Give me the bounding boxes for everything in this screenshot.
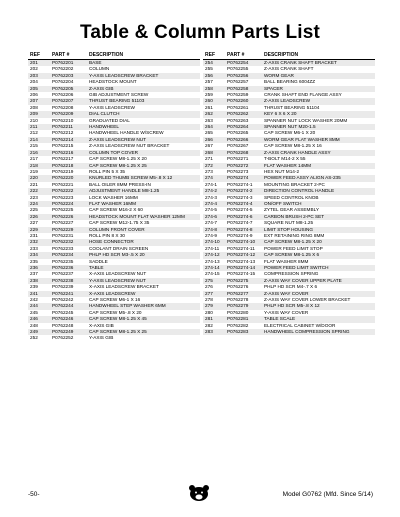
description-cell: TABLE SCALE [262,316,375,322]
ref-cell: 231 [30,232,38,238]
ref-cell: 274-13 [205,258,220,264]
ref-cell: 226 [28,214,50,220]
description-cell: COLUMN [89,66,110,72]
description-cell: ROLL PIN 8 X 30 [89,232,126,238]
ref-cell: 274-4 [203,201,225,207]
description-cell: Z-AXIS CRANK HANDLE ASSY [262,150,375,156]
ref-cell: 274-14 [203,265,225,271]
description-cell: Z-AXIS LEADSCREW NUT BRACKET [89,143,170,149]
description-cell: CAP SCREW M12-1.75 X 35 [89,220,150,226]
description-cell: Z-AXIS WAY COVER [262,291,375,297]
description-cell: LIMIT STOP HOUSING [262,227,375,233]
ref-cell: 242 [30,297,38,303]
ref-cell: 268 [203,150,225,156]
description-cell: X-AXIS LEADSCREW NUT [89,271,147,277]
ref-cell: 220 [28,175,50,181]
part-number-cell: P0762255 [227,66,249,72]
description-cell: COMPRESSION SPRING [264,271,319,277]
part-number-cell: P0762225 [52,207,74,213]
part-number-cell: P0762268 [225,150,262,156]
ref-cell: 274-8 [203,227,225,233]
ref-cell: 265 [205,130,213,136]
ref-cell: 252 [30,335,38,341]
part-number-cell: P0762231 [52,232,74,238]
description-cell: TABLE [87,265,200,271]
table-row [28,60,200,67]
description-cell: X-AXIS LEADSCREW [87,291,200,297]
description-cell: KEY 6 X 6 X 20 [262,111,375,117]
ref-cell: 275 [203,278,225,284]
ref-cell: 232 [28,239,50,245]
ref-cell: 256 [203,73,225,79]
ref-cell: 273 [205,168,213,174]
part-number-cell: P0762280 [227,309,249,315]
description-cell: THRUST BEARING 51104 [264,104,320,110]
description-cell: SPANNER NUT LOCK WASHER 20MM [264,117,348,123]
ref-cell: 205 [28,86,50,92]
part-number-cell: P0762217 [52,156,74,162]
description-cell: LOCK WASHER 16MM [89,194,138,200]
ref-cell: 237 [30,271,38,277]
description-cell: CAP SCREW M6-1 X 20 [264,130,316,136]
description-cell: X-AXIS LEADSCREW BRACKET [89,284,159,290]
description-cell: BALL OILER 8MM PRESS-IN [89,181,151,187]
ref-cell: 274-5 [205,207,217,213]
ref-cell: 274-15 [205,271,220,277]
part-number-cell: P0762274-2 [225,188,262,194]
part-number-cell: P0762202 [52,66,74,72]
ref-cell: 274-9 [205,232,217,238]
description-cell: SPEED CONTROL KNOB [264,194,319,200]
description-cell: ADJUSTMENT HANDLE M8-1.25 [87,188,200,194]
part-number-cell: P0762262 [225,111,262,117]
part-number-cell: P0762273 [227,168,249,174]
ref-cell: 257 [205,79,213,85]
part-number-cell: P0762274-9 [227,232,253,238]
ref-cell: 280 [205,309,213,315]
ref-cell: 249 [28,329,50,335]
part-number-cell: P0762246 [50,316,87,322]
part-number-cell: P0762274-12 [225,252,262,258]
ref-cell: 246 [28,316,50,322]
ref-cell: 274 [203,175,225,181]
description-cell: HANDWHEEL COMPRESSION SPRING [262,329,375,335]
description-header: DESCRIPTION [89,52,124,58]
ref-cell: 278 [205,297,213,303]
description-cell: ON/OFF SWITCH [262,201,375,207]
ref-cell: 259 [205,92,213,98]
part-number-cell: P0762265 [227,130,249,136]
part-number-cell: P0762260 [225,98,262,104]
description-cell: HEADSTOCK MOUNT [89,79,137,85]
part-number-cell: P0762220 [50,175,87,181]
description-cell: Z-AXIS GIB [87,86,200,92]
description-cell: CAP SCREW M8-1.25 X 20 [262,239,375,245]
model-footer: Model G0762 (Mfd. Since 5/14) [282,491,373,498]
description-cell: CARBON BRUSH 2-PC SET [262,214,375,220]
part-number-cell: P0762261 [227,104,249,110]
ref-cell: 260 [203,98,225,104]
description-cell: FLAT WASHER 14MM [262,163,375,169]
part-number-cell: P0762237 [52,271,74,277]
ref-cell: 225 [30,207,38,213]
part-number-cell: P0762263 [227,117,249,123]
description-cell: POWER FEED LIMIT SWITCH [262,265,375,271]
ref-cell: 217 [30,156,38,162]
part-number-cell: P0762274-1 [227,181,253,187]
part-number-cell: P0762207 [50,98,87,104]
ref-cell: 274-12 [203,252,225,258]
description-cell: GRADUATED DIAL [89,117,130,123]
ref-cell: 274-6 [203,214,225,220]
description-cell: ELECTRICAL CABINET W/DOOR [264,322,336,328]
description-cell: SQUARE NUT M8-1.25 [264,220,314,226]
part-number-cell: P0762224 [50,201,87,207]
table-header [203,51,375,60]
description-cell: Z-AXIS LEADSCREW [262,98,375,104]
description-cell: POWER FEED LIMIT STOP [264,245,323,251]
description-cell: CAP SCREW M16-2 X 60 [89,207,143,213]
part-number-cell: P0762235 [52,258,74,264]
part-number-cell: P0762256 [225,73,262,79]
part-number-cell: P0762201 [50,60,87,67]
ref-cell: 277 [203,291,225,297]
part-number-cell: P0762236 [50,265,87,271]
part-number-cell: P0762281 [225,316,262,322]
description-cell: Z-AXIS LEADSCREW NUT [87,137,200,143]
part-number-cell: P0762229 [50,227,87,233]
part-number-cell: P0762254 [225,60,262,67]
part-number-cell: P0762276 [227,284,249,290]
description-cell: DIRECTION CONTROL HANDLE [262,188,375,194]
parts-table-right [203,51,375,335]
ref-cell: 261 [205,104,213,110]
part-number-cell: P0762208 [52,104,74,110]
description-cell: EXT RETAINING RING 8MM [264,232,325,238]
description-cell: Z-AXIS WAY COVER UPPER PLATE [262,278,375,284]
part-number-cell: P0762257 [227,79,249,85]
ref-cell: 239 [30,284,38,290]
part-header: PART # [227,52,245,58]
ref-cell: 258 [203,86,225,92]
table-row [203,60,375,67]
ref-cell: 218 [28,163,50,169]
ref-cell: 210 [30,117,38,123]
part-number-cell: P0762264 [225,124,262,130]
part-number-cell: P0762249 [50,329,87,335]
ref-cell: 223 [30,194,38,200]
description-cell: CAP SCREW M8-1.25 X 20 [89,156,147,162]
description-header: DESCRIPTION [264,52,299,58]
ref-cell: 207 [28,98,50,104]
description-cell: POWER FEED ASSY ALIGN AS-235 [262,175,375,181]
description-cell: COLUMN FRONT COVER [87,227,200,233]
part-number-cell: P0762274-8 [225,227,262,233]
part-number-cell: P0762234 [50,252,87,258]
part-number-cell: P0762245 [52,309,74,315]
part-number-cell: P0762205 [50,86,87,92]
page-number: -50- [28,491,40,498]
ref-cell: 204 [30,79,38,85]
ref-cell: 238 [28,278,50,284]
ref-cell: 262 [203,111,225,117]
description-cell: HOSE CONNECTOR [87,239,200,245]
ref-cell: 276 [205,284,213,290]
description-cell: HEX NUT M14-2 [264,168,300,174]
part-number-cell: P0762222 [50,188,87,194]
ref-cell: 282 [205,322,213,328]
part-number-cell: P0762283 [225,329,262,335]
ref-cell: 281 [203,316,225,322]
part-number-cell: P0762209 [50,111,87,117]
part-number-cell: P0762267 [227,143,249,149]
description-cell: SADDLE [89,258,108,264]
ref-cell: 272 [203,163,225,169]
description-cell: T-BOLT M14-2 X 55 [264,156,306,162]
ref-cell: 271 [205,156,213,162]
description-cell: COLUMN TOP COVER [87,150,200,156]
description-cell: GIB ADJUSTMENT SCREW [89,92,149,98]
table-row [203,329,375,335]
ref-cell: 216 [28,150,50,156]
parts-table-left [28,51,200,342]
part-number-cell: P0762274-13 [227,258,256,264]
part-number-cell: P0762244 [50,303,87,309]
ref-cell: 224 [28,201,50,207]
ref-cell: 274-1 [205,181,217,187]
part-number-cell: P0762226 [50,214,87,220]
ref-cell: 236 [28,265,50,271]
description-cell: PHLP HD SCR M5-.8 X 12 [262,303,375,309]
part-number-cell: P0762241 [50,291,87,297]
ref-cell: 241 [28,291,50,297]
table-row [28,335,200,341]
description-cell: BASE [87,60,200,67]
description-cell: FLAT WASHER 8MM [264,258,309,264]
ref-cell: 214 [28,137,50,143]
ref-cell: 274-11 [205,245,220,251]
ref-cell: 201 [28,60,50,67]
part-number-cell: P0762266 [225,137,262,143]
description-cell: HANDWHEEL [87,124,200,130]
ref-cell: 206 [30,92,38,98]
part-number-cell: P0762274-4 [225,201,262,207]
ref-cell: 264 [203,124,225,130]
description-cell: CAP SCREW M6-1 X 16 [89,297,141,303]
table-header [28,51,200,60]
part-number-cell: P0762204 [52,79,74,85]
ref-cell: 219 [30,168,38,174]
ref-cell: 274-7 [205,220,217,226]
description-cell: WORM GEAR FLAT WASHER 8MM [262,137,375,143]
ref-cell: 267 [205,143,213,149]
ref-cell: 222 [28,188,50,194]
description-cell: THRUST BEARING 51103 [87,98,200,104]
ref-cell: 202 [30,66,38,72]
description-cell: WORM GEAR [262,73,375,79]
part-header: PART # [52,52,70,58]
grizzly-bear-logo-icon [188,484,210,502]
part-number-cell: P0762214 [50,137,87,143]
description-cell: ZYTEL GEAR ASSEMBLY [264,207,319,213]
part-number-cell: P0762211 [50,124,87,130]
part-number-cell: P0762274-14 [225,265,262,271]
description-cell: Z-AXIS WAY COVER LOWER BRACKET [264,297,351,303]
part-number-cell: P0762274-7 [227,220,253,226]
description-cell: Z-AXIS CRANK SHAFT [264,66,314,72]
description-cell: Z-AXIS CRANK SHAFT BRACKET [262,60,375,67]
part-number-cell: P0762259 [227,92,249,98]
ref-cell: 283 [203,329,225,335]
description-cell: BALL BEARING 6004ZZ [264,79,316,85]
part-number-cell: P0762274 [225,175,262,181]
part-number-cell: P0762274-6 [225,214,262,220]
description-cell: Y-AXIS LEADSCREW [89,104,135,110]
part-number-cell: P0762278 [227,297,249,303]
description-cell: SPANNER NUT M20-1.5 [262,124,375,130]
ref-header: REF [205,52,215,58]
ref-cell: 266 [203,137,225,143]
part-number-cell: P0762258 [225,86,262,92]
part-number-cell: P0762221 [52,181,74,187]
part-number-cell: P0762219 [52,168,74,174]
description-cell: CAP SCREW M8-1.25 X 25 [87,329,200,335]
description-cell: CAP SCREW M8-1.25 X 45 [87,316,200,322]
part-number-cell: P0762206 [52,92,74,98]
part-number-cell: P0762272 [225,163,262,169]
part-number-cell: P0762239 [52,284,74,290]
description-cell: CAP SCREW M8-1.25 X 6 [262,252,375,258]
description-cell: CAP SCREW M8-1.25 X 25 [87,163,200,169]
part-number-cell: P0762274-3 [227,194,253,200]
part-number-cell: P0762215 [52,143,74,149]
part-number-cell: P0762275 [225,278,262,284]
part-number-cell: P0762277 [225,291,262,297]
description-cell: DIAL CLUTCH [87,111,200,117]
ref-cell: 234 [28,252,50,258]
description-cell: MOUNTING BRACKET 2-PC [264,181,325,187]
ref-cell: 263 [205,117,213,123]
ref-cell: 279 [203,303,225,309]
ref-cell: 227 [30,220,38,226]
part-number-cell: P0762233 [52,245,74,251]
part-number-cell: P0762227 [52,220,74,226]
ref-cell: 209 [28,111,50,117]
ref-header: REF [30,52,40,58]
part-number-cell: P0762232 [50,239,87,245]
part-number-cell: P0762274-5 [227,207,253,213]
part-number-cell: P0762238 [50,278,87,284]
page-title: Table & Column Parts List [79,22,321,43]
part-number-cell: P0762218 [50,163,87,169]
part-number-cell: P0762203 [50,73,87,79]
description-cell: X-AXIS GIB [89,322,114,328]
ref-cell: 208 [30,104,38,110]
ref-cell: 203 [28,73,50,79]
ref-cell: 221 [30,181,38,187]
ref-cell: 229 [28,227,50,233]
description-cell: Y-AXIS LEADSCREW NUT [87,278,200,284]
description-cell: KNURLED THUMB SCREW M5-.8 X 12 [87,175,200,181]
description-cell: CAP SCREW M5-.8 X 20 [89,309,142,315]
description-cell: HANDWHEEL STEP WASHER 6MM [87,303,200,309]
description-cell: Y-AXIS LEADSCREW BRACKET [87,73,200,79]
ref-cell: 233 [30,245,38,251]
description-cell: Y-AXIS WAY COVER [264,309,309,315]
description-cell: HEADSTOCK MOUNT FLAT WASHER 12MM [87,214,200,220]
description-cell: HANDWHEEL HANDLE W/SCREW [89,130,164,136]
ref-cell: 212 [30,130,38,136]
description-cell: Y-AXIS GIB [89,335,114,341]
ref-cell: 274-2 [203,188,225,194]
description-cell: CAP SCREW M8-1.25 X 16 [264,143,322,149]
description-cell: SPACER [262,86,375,92]
part-number-cell: P0762271 [227,156,249,162]
description-cell: PHLP HD SCR M4-.7 X 6 [264,284,318,290]
ref-cell: 245 [30,309,38,315]
description-cell: FLAT WASHER 16MM [87,201,200,207]
part-number-cell: P0762210 [52,117,74,123]
part-number-cell: P0762248 [52,322,74,328]
ref-cell: 244 [28,303,50,309]
part-number-cell: P0762223 [52,194,74,200]
part-number-cell: P0762216 [50,150,87,156]
part-number-cell: P0762274-11 [227,245,255,251]
ref-cell: 274-3 [205,194,217,200]
description-cell: ROLL PIN 5 X 35 [89,168,126,174]
ref-cell: 215 [30,143,38,149]
ref-cell: 254 [203,60,225,67]
part-number-cell: P0762274-15 [227,271,256,277]
part-number-cell: P0762212 [52,130,74,136]
part-number-cell: P0762282 [227,322,249,328]
ref-cell: 274-10 [203,239,225,245]
part-number-cell: P0762242 [52,297,74,303]
description-cell: PHLP HD SCR M3-.5 X 20 [87,252,200,258]
ref-cell: 235 [30,258,38,264]
description-cell: COOLANT DRAIN SCREEN [89,245,149,251]
part-number-cell: P0762252 [52,335,74,341]
description-cell: CRANK SHAFT END FLANGE ASSY [264,92,342,98]
ref-cell: 211 [28,124,50,130]
ref-cell: 248 [30,322,38,328]
part-number-cell: P0762274-10 [225,239,262,245]
part-number-cell: P0762279 [225,303,262,309]
ref-cell: 255 [205,66,213,72]
